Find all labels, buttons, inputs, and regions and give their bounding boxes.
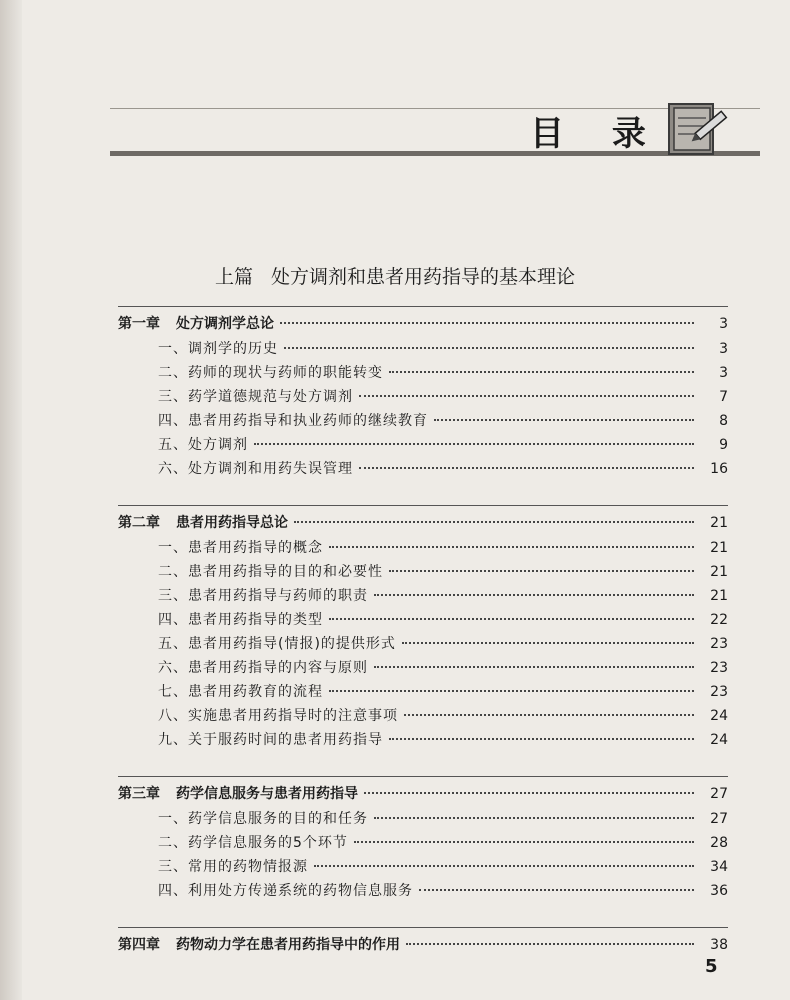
page-ref: 3 (719, 316, 728, 332)
toc-entry[interactable] (118, 728, 728, 752)
entry-title: 九、关于服药时间的患者用药指导 (158, 732, 383, 748)
notebook-pencil-icon (666, 96, 732, 158)
page-binding-edge (0, 0, 22, 1000)
dot-leader (359, 467, 694, 469)
toc-entry[interactable] (118, 361, 728, 385)
dot-leader (404, 714, 694, 716)
chapter-heading[interactable] (118, 311, 728, 337)
entry-title: 一、患者用药指导的概念 (158, 540, 323, 556)
toc-entry[interactable] (118, 632, 728, 656)
chapter-2 (118, 505, 728, 752)
page-ref: 16 (710, 461, 728, 477)
chapter-title: 药物动力学在患者用药指导中的作用 (176, 937, 400, 953)
dot-leader (329, 690, 694, 692)
toc-entry[interactable] (118, 680, 728, 704)
page-ref: 8 (719, 413, 728, 429)
page-ref: 23 (710, 660, 728, 676)
toc-entry[interactable] (118, 457, 728, 481)
chapter-heading[interactable] (118, 510, 728, 536)
dot-leader (329, 618, 694, 620)
page-ref: 3 (719, 365, 728, 381)
entry-title: 二、药学信息服务的5个环节 (158, 835, 348, 851)
toc-entry[interactable] (118, 855, 728, 879)
chapter-title: 药学信息服务与患者用药指导 (176, 786, 358, 802)
part-heading (0, 262, 790, 289)
entry-title: 一、药学信息服务的目的和任务 (158, 811, 368, 827)
page-ref: 27 (710, 786, 728, 802)
table-of-contents (118, 306, 728, 982)
entry-title: 三、药学道德规范与处方调剂 (158, 389, 353, 405)
entry-title: 七、患者用药教育的流程 (158, 684, 323, 700)
page-ref: 7 (719, 389, 728, 405)
entry-title: 八、实施患者用药指导时的注意事项 (158, 708, 398, 724)
dot-leader (406, 943, 694, 945)
chapter-title: 处方调剂学总论 (176, 316, 274, 332)
page-ref: 36 (710, 883, 728, 899)
chapter-number: 第三章 (118, 786, 160, 802)
chapter-title: 患者用药指导总论 (176, 515, 288, 531)
page-ref: 27 (710, 811, 728, 827)
chapter-number: 第四章 (118, 937, 160, 953)
chapter-3 (118, 776, 728, 903)
entry-title: 三、患者用药指导与药师的职责 (158, 588, 368, 604)
entry-title: 三、常用的药物情报源 (158, 859, 308, 875)
page-number: 5 (705, 956, 718, 977)
dot-leader (314, 865, 694, 867)
page-ref: 21 (710, 564, 728, 580)
dot-leader (389, 738, 694, 740)
chapter-heading[interactable] (118, 781, 728, 807)
entry-title: 四、利用处方传递系统的药物信息服务 (158, 883, 413, 899)
chapter-number: 第二章 (118, 515, 160, 531)
page-ref: 22 (710, 612, 728, 628)
chapter-4 (118, 927, 728, 958)
dot-leader (254, 443, 694, 445)
entry-title: 六、处方调剂和用药失误管理 (158, 461, 353, 477)
chapter-heading[interactable] (118, 932, 728, 958)
page-ref: 9 (719, 437, 728, 453)
dot-leader (419, 889, 694, 891)
dot-leader (364, 792, 694, 794)
toc-entry[interactable] (118, 879, 728, 903)
toc-entry[interactable] (118, 608, 728, 632)
page-ref: 28 (710, 835, 728, 851)
toc-entry[interactable] (118, 536, 728, 560)
entry-title: 五、患者用药指导(情报)的提供形式 (158, 636, 396, 652)
page-ref: 21 (710, 540, 728, 556)
entry-title: 四、患者用药指导和执业药师的继续教育 (158, 413, 428, 429)
toc-entry[interactable] (118, 656, 728, 680)
entry-title: 六、患者用药指导的内容与原则 (158, 660, 368, 676)
chapter-1 (118, 306, 728, 481)
dot-leader (434, 419, 694, 421)
entry-title: 五、处方调剂 (158, 437, 248, 453)
dot-leader (354, 841, 694, 843)
entry-title: 四、患者用药指导的类型 (158, 612, 323, 628)
dot-leader (389, 371, 694, 373)
dot-leader (374, 666, 694, 668)
toc-entry[interactable] (118, 704, 728, 728)
toc-entry[interactable] (118, 584, 728, 608)
dot-leader (280, 322, 694, 324)
entry-title: 一、调剂学的历史 (158, 341, 278, 357)
toc-entry[interactable] (118, 831, 728, 855)
toc-entry[interactable] (118, 385, 728, 409)
toc-entry[interactable] (118, 409, 728, 433)
page-ref: 34 (710, 859, 728, 875)
entry-title: 二、药师的现状与药师的职能转变 (158, 365, 383, 381)
page-ref: 21 (710, 515, 728, 531)
part-title: 处方调剂和患者用药指导的基本理论 (271, 266, 576, 288)
dot-leader (402, 642, 694, 644)
dot-leader (284, 347, 694, 349)
chapter-number: 第一章 (118, 316, 160, 332)
toc-entry[interactable] (118, 337, 728, 361)
page-ref: 24 (710, 708, 728, 724)
dot-leader (359, 395, 694, 397)
dot-leader (329, 546, 694, 548)
dot-leader (294, 521, 694, 523)
page-ref: 23 (710, 684, 728, 700)
dot-leader (374, 594, 694, 596)
toc-entry[interactable] (118, 433, 728, 457)
dot-leader (374, 817, 694, 819)
page-ref: 3 (719, 341, 728, 357)
dot-leader (389, 570, 694, 572)
page-ref: 38 (710, 937, 728, 953)
part-prefix: 上篇 (214, 266, 253, 288)
page-ref: 24 (710, 732, 728, 748)
page-title: 目 录 (530, 114, 664, 154)
toc-entry[interactable] (118, 807, 728, 831)
toc-entry[interactable] (118, 560, 728, 584)
entry-title: 二、患者用药指导的目的和必要性 (158, 564, 383, 580)
page-ref: 21 (710, 588, 728, 604)
page-ref: 23 (710, 636, 728, 652)
